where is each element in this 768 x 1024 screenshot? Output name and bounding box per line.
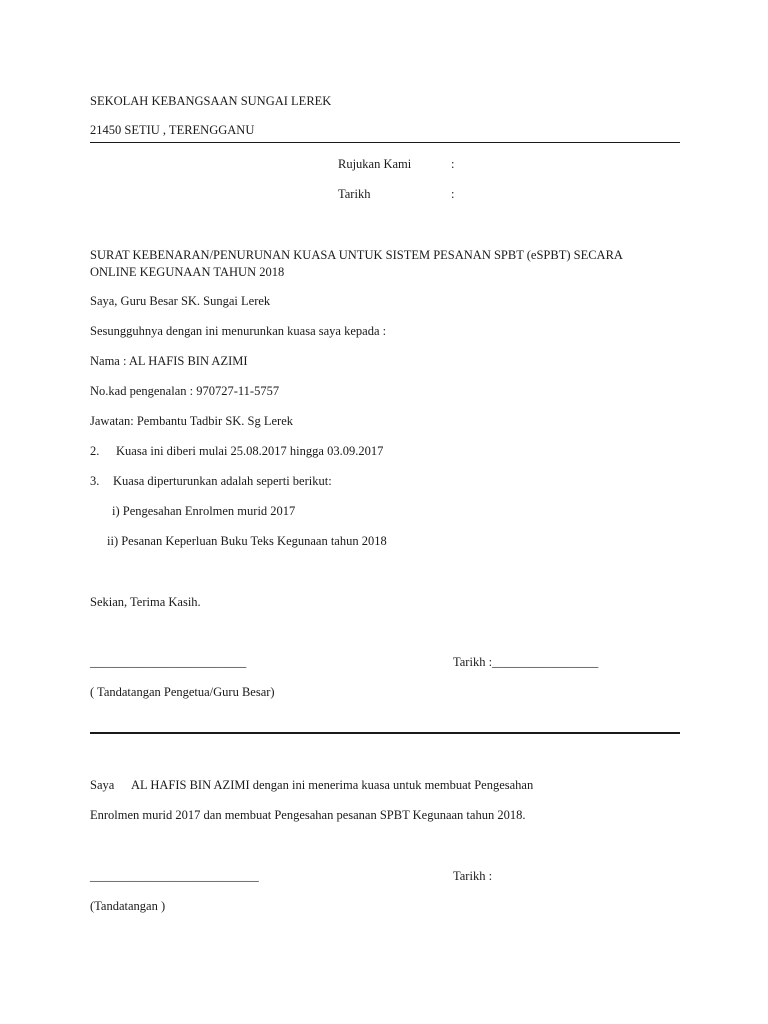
school-name: SEKOLAH KEBANGSAAN SUNGAI LEREK: [90, 94, 332, 108]
item-2-number: 2.: [90, 444, 100, 458]
nama-text: Nama : AL HAFIS BIN AZIMI: [90, 354, 248, 368]
ic-text: No.kad pengenalan : 970727-11-5757: [90, 384, 280, 398]
acceptance-line-1: AL HAFIS BIN AZIMI dengan ini menerima kuasa untuk membuat Pengesahan: [131, 778, 534, 792]
rujukan-label: Rujukan Kami: [338, 157, 412, 171]
jawatan-text: Jawatan: Pembantu Tadbir SK. Sg Lerek: [90, 414, 294, 428]
tarikh-label: Tarikh: [338, 187, 371, 201]
acceptance-saya: Saya: [90, 778, 115, 792]
signature-line-1: _________________________: [90, 655, 247, 669]
signature-caption-1: ( Tandatangan Pengetua/Guru Besar): [90, 685, 275, 699]
section-divider: [90, 732, 680, 734]
signature-tarikh-2: Tarikh :: [453, 869, 493, 883]
signature-tarikh-1: Tarikh :_________________: [453, 655, 599, 669]
acceptance-line-2: Enrolmen murid 2017 dan membuat Pengesahan pesanan SPBT Kegunaan tahun 2018.: [90, 808, 526, 822]
sub-item-ii: ii) Pesanan Keperluan Buku Teks Kegunaan tahun 2018: [107, 534, 387, 548]
header-divider: [90, 142, 680, 143]
signature-line-2: ___________________________: [90, 869, 259, 883]
item-3-text: Kuasa diperturunkan adalah seperti berikut:: [113, 474, 332, 488]
item-3-number: 3.: [90, 474, 100, 488]
statement-text: Sesungguhnya dengan ini menurunkan kuasa saya kepada :: [90, 324, 387, 338]
subject-line-1: SURAT KEBENARAN/PENURUNAN KUASA UNTUK SISTEM PESANAN SPBT (eSPBT) SECARA: [90, 248, 623, 262]
subject-line-2: ONLINE KEGUNAAN TAHUN 2018: [90, 265, 285, 279]
sub-item-i: i) Pengesahan Enrolmen murid 2017: [112, 504, 296, 518]
school-address: 21450 SETIU , TERENGGANU: [90, 123, 255, 137]
rujukan-colon: :: [451, 157, 455, 171]
signature-caption-2: (Tandatangan ): [90, 899, 166, 913]
tarikh-colon: :: [451, 187, 455, 201]
item-2-text: Kuasa ini diberi mulai 25.08.2017 hingga 03.09.2017: [116, 444, 384, 458]
closing-text: Sekian, Terima Kasih.: [90, 595, 201, 609]
intro-text: Saya, Guru Besar SK. Sungai Lerek: [90, 294, 271, 308]
